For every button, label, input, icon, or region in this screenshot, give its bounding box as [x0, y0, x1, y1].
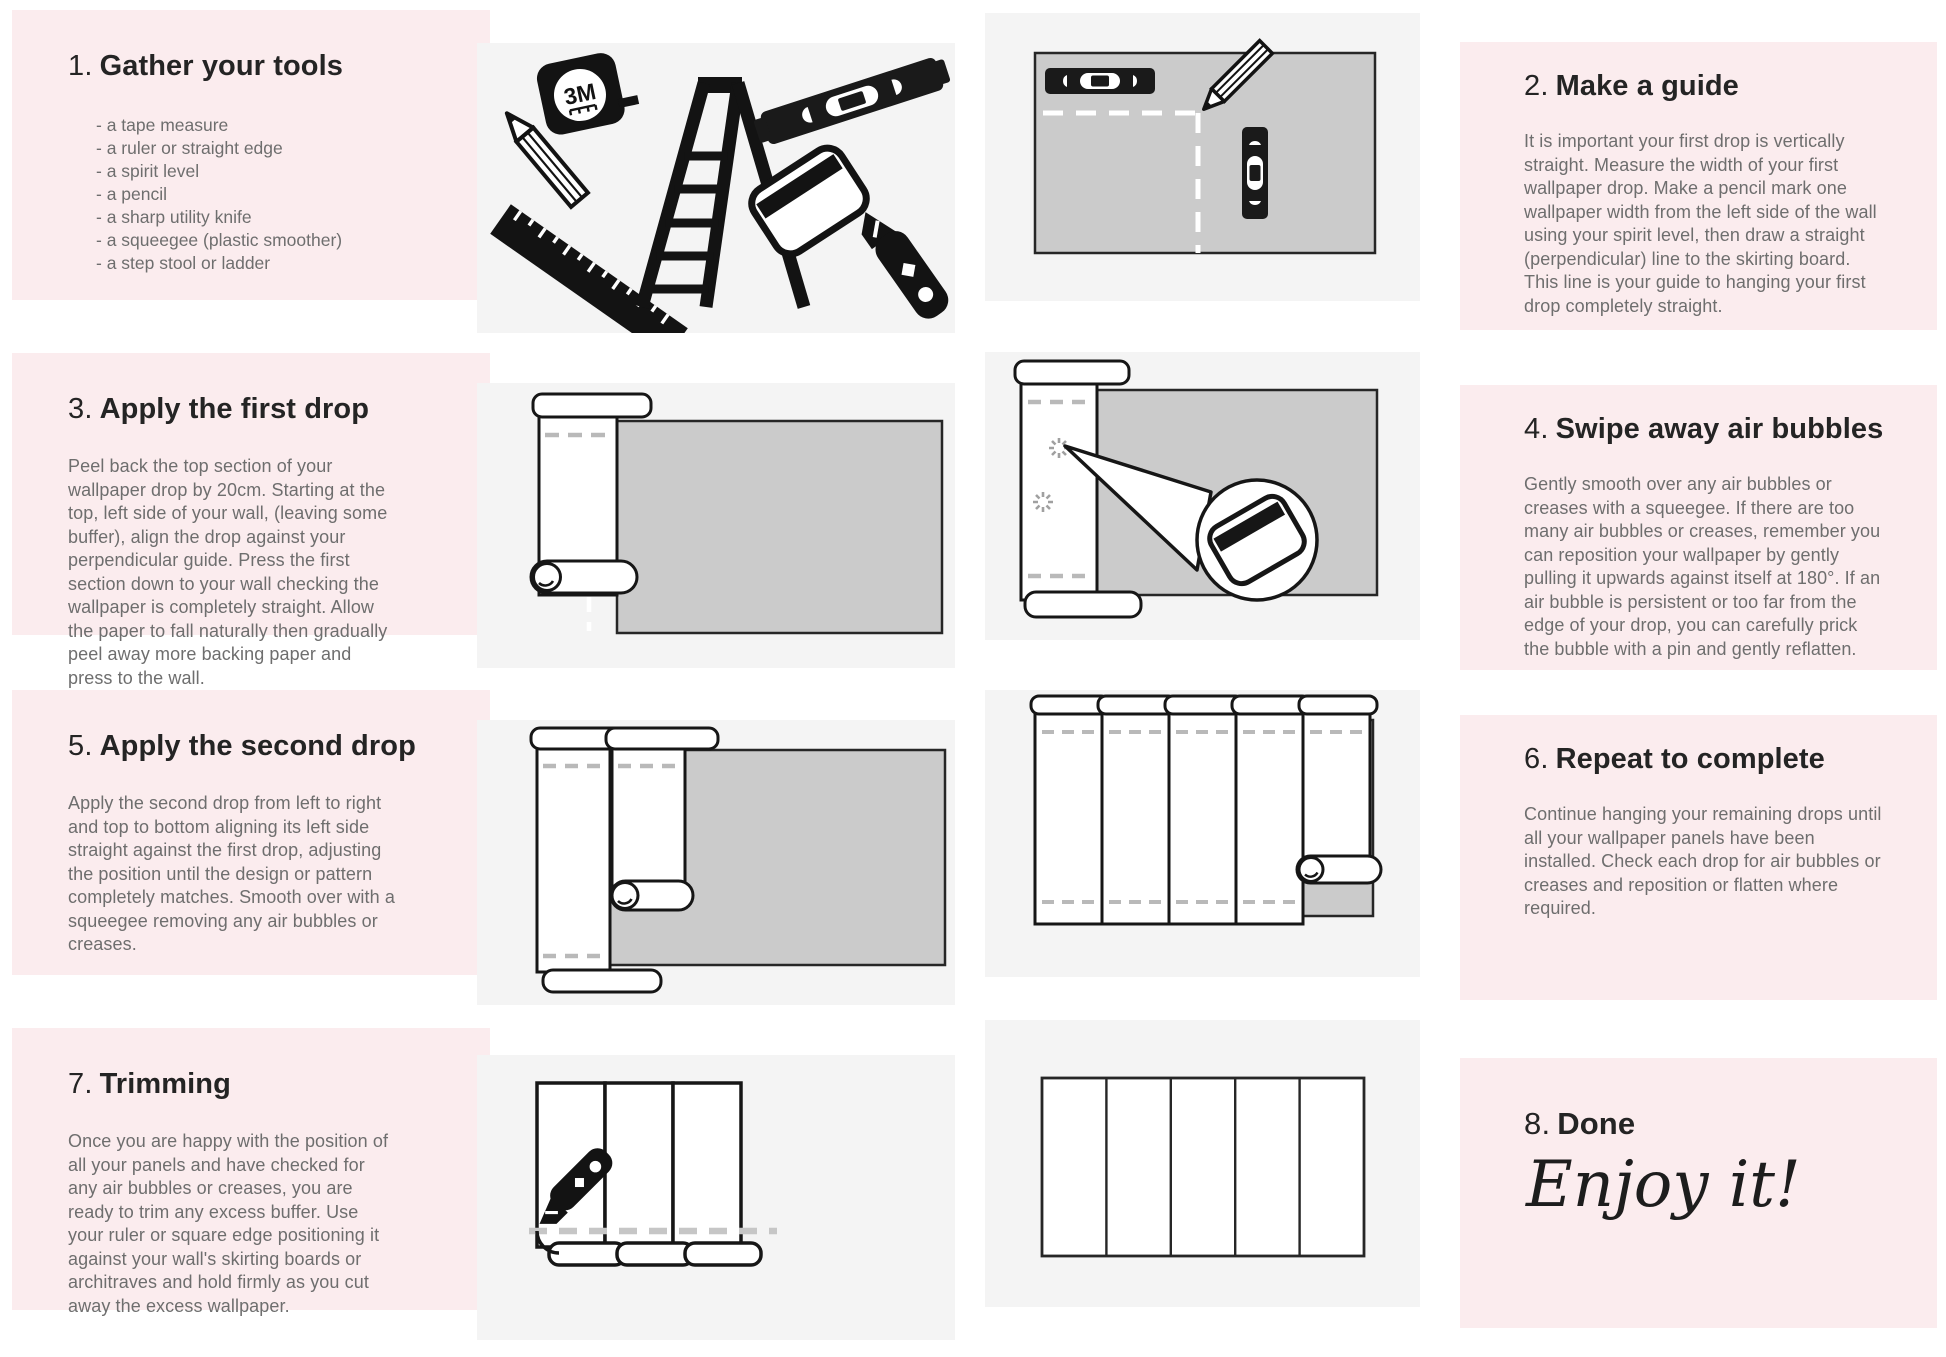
step-7-title	[68, 1066, 450, 1102]
finished-wall-illustration-panel	[985, 1020, 1420, 1307]
utility-knife-icon	[852, 201, 954, 325]
step-number: 6.	[1524, 743, 1549, 775]
step-5-title	[68, 728, 450, 764]
step-6-body: Continue hanging your remaining drops until all your wallpaper panels have been installed. Check each drop for air bubbles or creases and reposition or flatten where required.	[1524, 804, 1882, 918]
first-drop-illustration	[477, 383, 955, 668]
make-guide-illustration	[985, 13, 1420, 301]
spirit-level-icon	[1045, 68, 1155, 94]
second-drop-illustration-panel	[477, 720, 955, 1005]
tools-illustration-panel	[477, 43, 955, 333]
step-3-title	[68, 391, 450, 427]
step-3-panel	[12, 353, 490, 688]
second-drop-illustration	[477, 720, 955, 1005]
trimming-illustration	[477, 1055, 955, 1340]
spirit-level-vertical-icon	[1242, 127, 1268, 219]
step-name: Repeat to complete	[1555, 743, 1825, 775]
finished-wall-illustration	[985, 1020, 1420, 1307]
step-name: Gather your tools	[99, 50, 343, 82]
list-item: - a step stool or ladder	[96, 253, 271, 273]
make-guide-illustration-panel	[985, 13, 1420, 301]
bottom-fold	[543, 970, 661, 992]
first-drop-illustration-panel	[477, 383, 955, 668]
tape-measure-label: 3M	[561, 77, 599, 111]
finished-wall	[1042, 1078, 1364, 1256]
step-number: 1.	[68, 50, 93, 82]
list-item: - a squeegee (plastic smoother)	[96, 230, 343, 250]
list-item: - a ruler or straight edge	[96, 138, 283, 158]
step-number: 2.	[1524, 70, 1549, 102]
list-item: - a tape measure	[96, 115, 229, 135]
step-5-panel	[12, 690, 490, 975]
step-name: Done	[1557, 1106, 1636, 1141]
step-6-panel	[1460, 715, 1937, 1000]
list-item: - a pencil	[96, 184, 168, 204]
step-name: Apply the second drop	[99, 730, 416, 762]
step-4-title	[1524, 411, 1889, 447]
step-8-panel	[1460, 1058, 1937, 1328]
list-item: - a sharp utility knife	[96, 207, 252, 227]
step-4-body: Gently smooth over any air bubbles or creases with a squeegee. If there are too many air bubbles or creases, remember you can reposition your wallpaper by gently pulling it upwards against itself at 180°. If an air bubble is persistent or too far from the edge of your drop, you can carefully prick the bubble with a pin and gently reflatten.	[1524, 474, 1881, 659]
top-fold	[533, 394, 651, 417]
step-7-body: Once you are happy with the position of all your panels and have checked for any air bubbles or creases, you are ready to trim any excess buffer. Use your ruler or square edge positioning it against your wall's skirting boards or architraves and hold firmly as you cut away the excess wallpaper.	[68, 1131, 389, 1316]
trimming-illustration-panel	[477, 1055, 955, 1340]
step-7-panel	[12, 1028, 490, 1316]
step-1-title	[68, 48, 450, 84]
step-number: 4.	[1524, 413, 1549, 445]
step-1-panel	[12, 10, 490, 300]
step-3-body: Peel back the top section of your wallpaper drop by 20cm. Starting at the top, left side of your wall, (leaving some buffer), align the drop against your perpendicular guide. Press the first section down to your wall checking the wallpaper is completely straight. Allow the paper to fall naturally then gradually peel away more backing paper and press to the wall.	[68, 456, 388, 688]
step-8-title	[1524, 1106, 1897, 1142]
step-name: Swipe away air bubbles	[1555, 413, 1884, 445]
step-name: Make a guide	[1555, 70, 1739, 102]
step-5-body: Apply the second drop from left to right and top to bottom aligning its left side straight against the first drop, adjusting the position until the design or pattern completely matches. Smooth over with a squeegee removing any air bubbles or creases.	[68, 793, 395, 954]
top-fold	[1015, 361, 1129, 384]
wall	[617, 421, 942, 633]
step-number: 7.	[68, 1068, 93, 1100]
air-bubbles-illustration	[985, 352, 1420, 640]
repeat-illustration-panel	[985, 690, 1420, 977]
step-name: Apply the first drop	[99, 393, 370, 425]
step-name: Trimming	[99, 1068, 231, 1100]
list-item: - a spirit level	[96, 161, 200, 181]
repeat-illustration	[985, 690, 1420, 977]
last-drop	[1297, 696, 1381, 883]
step-2-title	[1524, 68, 1889, 104]
step-2-panel	[1460, 42, 1937, 330]
spirit-level-icon	[752, 54, 953, 148]
bottom-fold	[1025, 592, 1141, 617]
step-number: 8.	[1524, 1106, 1551, 1141]
tool-list	[96, 114, 450, 275]
step-number: 3.	[68, 393, 93, 425]
tape-measure-icon	[534, 47, 642, 137]
step-6-title	[1524, 741, 1889, 777]
step-2-body: It is important your first drop is vertically straight. Measure the width of your first wallpaper drop. Make a pencil mark one wallpaper width from the left side of the wall using your spirit level, then draw a straight (perpendicular) line to the skirting board. This line is your guide to hanging your first drop completely straight.	[1524, 131, 1877, 316]
wallpaper-drops	[537, 1083, 741, 1247]
air-bubbles-illustration-panel	[985, 352, 1420, 640]
tools-illustration	[477, 43, 955, 333]
enjoy-script-text: Enjoy it!	[1526, 1148, 1801, 1222]
step-4-panel	[1460, 385, 1937, 670]
step-number: 5.	[68, 730, 93, 762]
